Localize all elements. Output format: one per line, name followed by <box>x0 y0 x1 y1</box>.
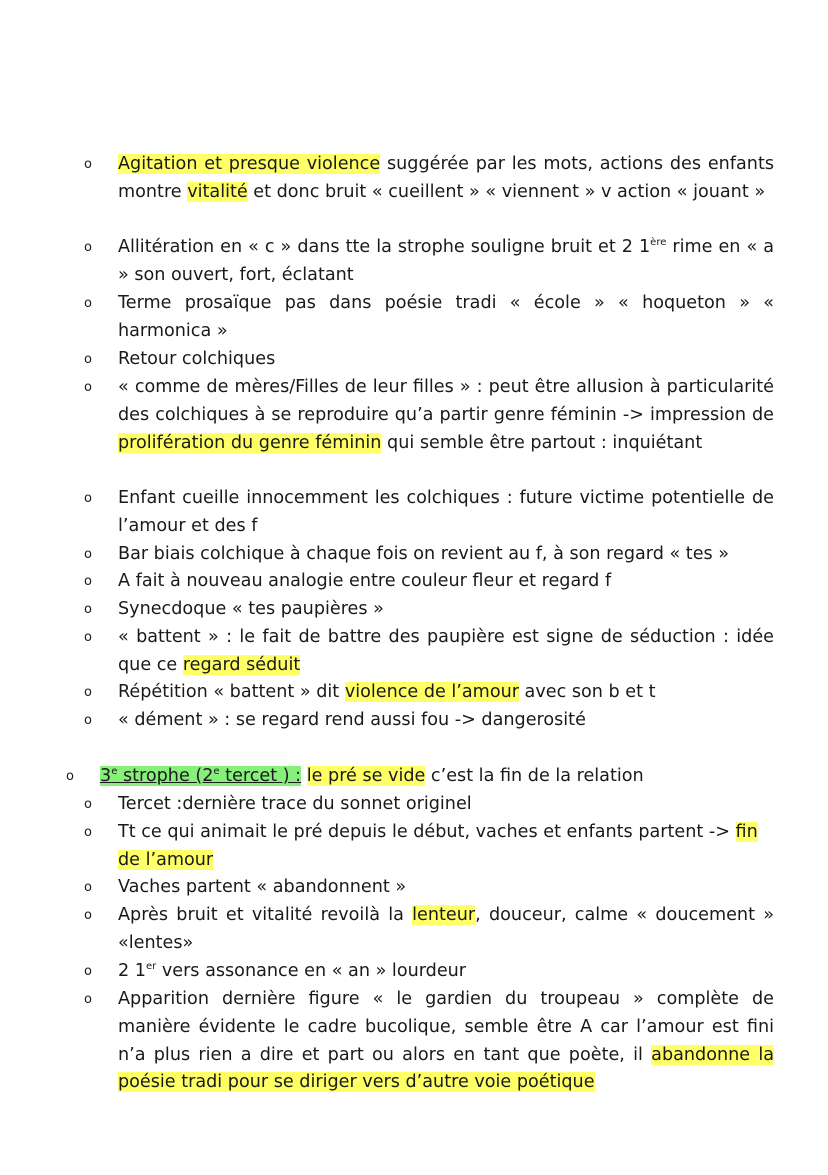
bullet-marker: o <box>84 491 92 506</box>
text: Tercet :dernière trace du sonnet originel <box>118 794 472 814</box>
text: Tt ce qui animait le pré depuis le début, vaches et enfants partent -> <box>118 822 736 842</box>
text: Après bruit et vitalité revoilà la <box>118 905 413 925</box>
list-item <box>118 902 774 958</box>
text: vers assonance en « an » lourdeur <box>156 961 467 981</box>
text: c’est la fin de la relation <box>425 766 644 786</box>
text: Allitération en « c » dans tte la strophe souligne bruit et 2 1 <box>118 237 651 257</box>
section-heading <box>100 763 780 791</box>
text: qui semble être partout : inquiétant <box>381 432 703 453</box>
highlight: regard séduit <box>182 654 301 675</box>
text: « battent » : le fait de battre des paupière est signe de séduction : idée que ce <box>118 627 774 675</box>
bullet-marker: o <box>84 380 92 395</box>
bullet-marker: o <box>84 547 92 562</box>
highlight: violence de l’amour <box>344 682 519 702</box>
text: , douceur, calme « doucement » «lentes» <box>118 905 774 953</box>
text: suggérée par les mots, actions des enfants montre <box>118 154 775 202</box>
text <box>301 766 307 786</box>
bullet-marker: o <box>66 769 74 784</box>
bullet-marker: o <box>84 992 92 1007</box>
bullet-marker: o <box>84 574 92 589</box>
highlight: vitalité <box>187 181 248 202</box>
highlight: abandonne la poésie tradi pour se diriger vers d’autre voie poétique <box>118 1044 775 1093</box>
bullet-marker: o <box>84 296 92 311</box>
bullet-marker: o <box>84 713 92 728</box>
bullet-marker: o <box>84 352 92 367</box>
list-item <box>118 679 774 707</box>
heading-label: 3e strophe (2e tercet ) : <box>100 766 302 786</box>
text: Vaches partent « abandonnent » <box>118 877 407 897</box>
text: « dément » : se regard rend aussi fou -> dangerosité <box>118 710 586 730</box>
highlight: Agitation et presque violence <box>118 154 381 174</box>
list-item <box>118 541 774 569</box>
text: 2 1 <box>118 961 146 981</box>
text: rime en « a » son ouvert, fort, éclatant <box>118 237 774 285</box>
bullet-marker: o <box>84 240 92 255</box>
list-item <box>118 819 774 875</box>
superscript: ère <box>650 237 667 248</box>
list-item <box>118 151 774 207</box>
list-item <box>118 346 774 374</box>
bullet-marker: o <box>84 908 92 923</box>
bullet-marker: o <box>84 880 92 895</box>
text: Apparition dernière figure « le gardien du troupeau » complète de manière évidente le cadre bucolique, semble être A car l’amour est fini n’a plus rien a dire et part ou alors en tant que poète, il <box>118 989 774 1065</box>
superscript: er <box>145 961 157 972</box>
highlight: le pré se vide <box>306 766 426 786</box>
list-item <box>118 707 774 735</box>
bullet-marker: o <box>84 825 92 840</box>
list-item <box>118 485 774 541</box>
text: Répétition « battent » dit <box>118 682 345 702</box>
highlight: fin de l’amour <box>118 822 758 870</box>
bullet-marker: o <box>84 602 92 617</box>
text: « comme de mères/Filles de leur filles » : peut être allusion à particularité des colchiques à se reproduire qu’a partir genre féminin -> impression de <box>118 377 774 425</box>
list-item <box>118 624 774 680</box>
list-item <box>118 986 774 1097</box>
highlight: prolifération du genre féminin <box>118 432 382 453</box>
list-item <box>118 568 774 596</box>
list-item <box>118 374 774 457</box>
list-item <box>118 791 774 819</box>
text: Terme prosaïque pas dans poésie tradi « école » « hoqueton » « harmonica » <box>118 293 774 341</box>
bullet-marker: o <box>84 157 92 172</box>
bullet-marker: o <box>84 797 92 812</box>
bullet-marker: o <box>84 630 92 645</box>
text: avec son b et t <box>518 682 656 702</box>
bullet-marker: o <box>84 685 92 700</box>
text: Enfant cueille innocemment les colchiques : future victime potentielle de l’amour et des f <box>118 488 774 536</box>
text: A fait à nouveau analogie entre couleur fleur et regard f <box>118 571 612 591</box>
list-item <box>118 958 774 986</box>
bullet-marker: o <box>84 964 92 979</box>
text: Retour colchiques <box>118 349 276 369</box>
text: et donc bruit « cueillent » « viennent » v action « jouant » <box>247 181 766 202</box>
text: Synecdoque « tes paupières » <box>118 599 384 619</box>
list-item <box>118 234 774 290</box>
list-item <box>118 596 774 624</box>
list-item <box>118 290 774 346</box>
highlight: lenteur <box>412 905 476 925</box>
text: Bar biais colchique à chaque fois on revient au f, à son regard « tes » <box>118 544 730 564</box>
list-item <box>118 874 774 902</box>
